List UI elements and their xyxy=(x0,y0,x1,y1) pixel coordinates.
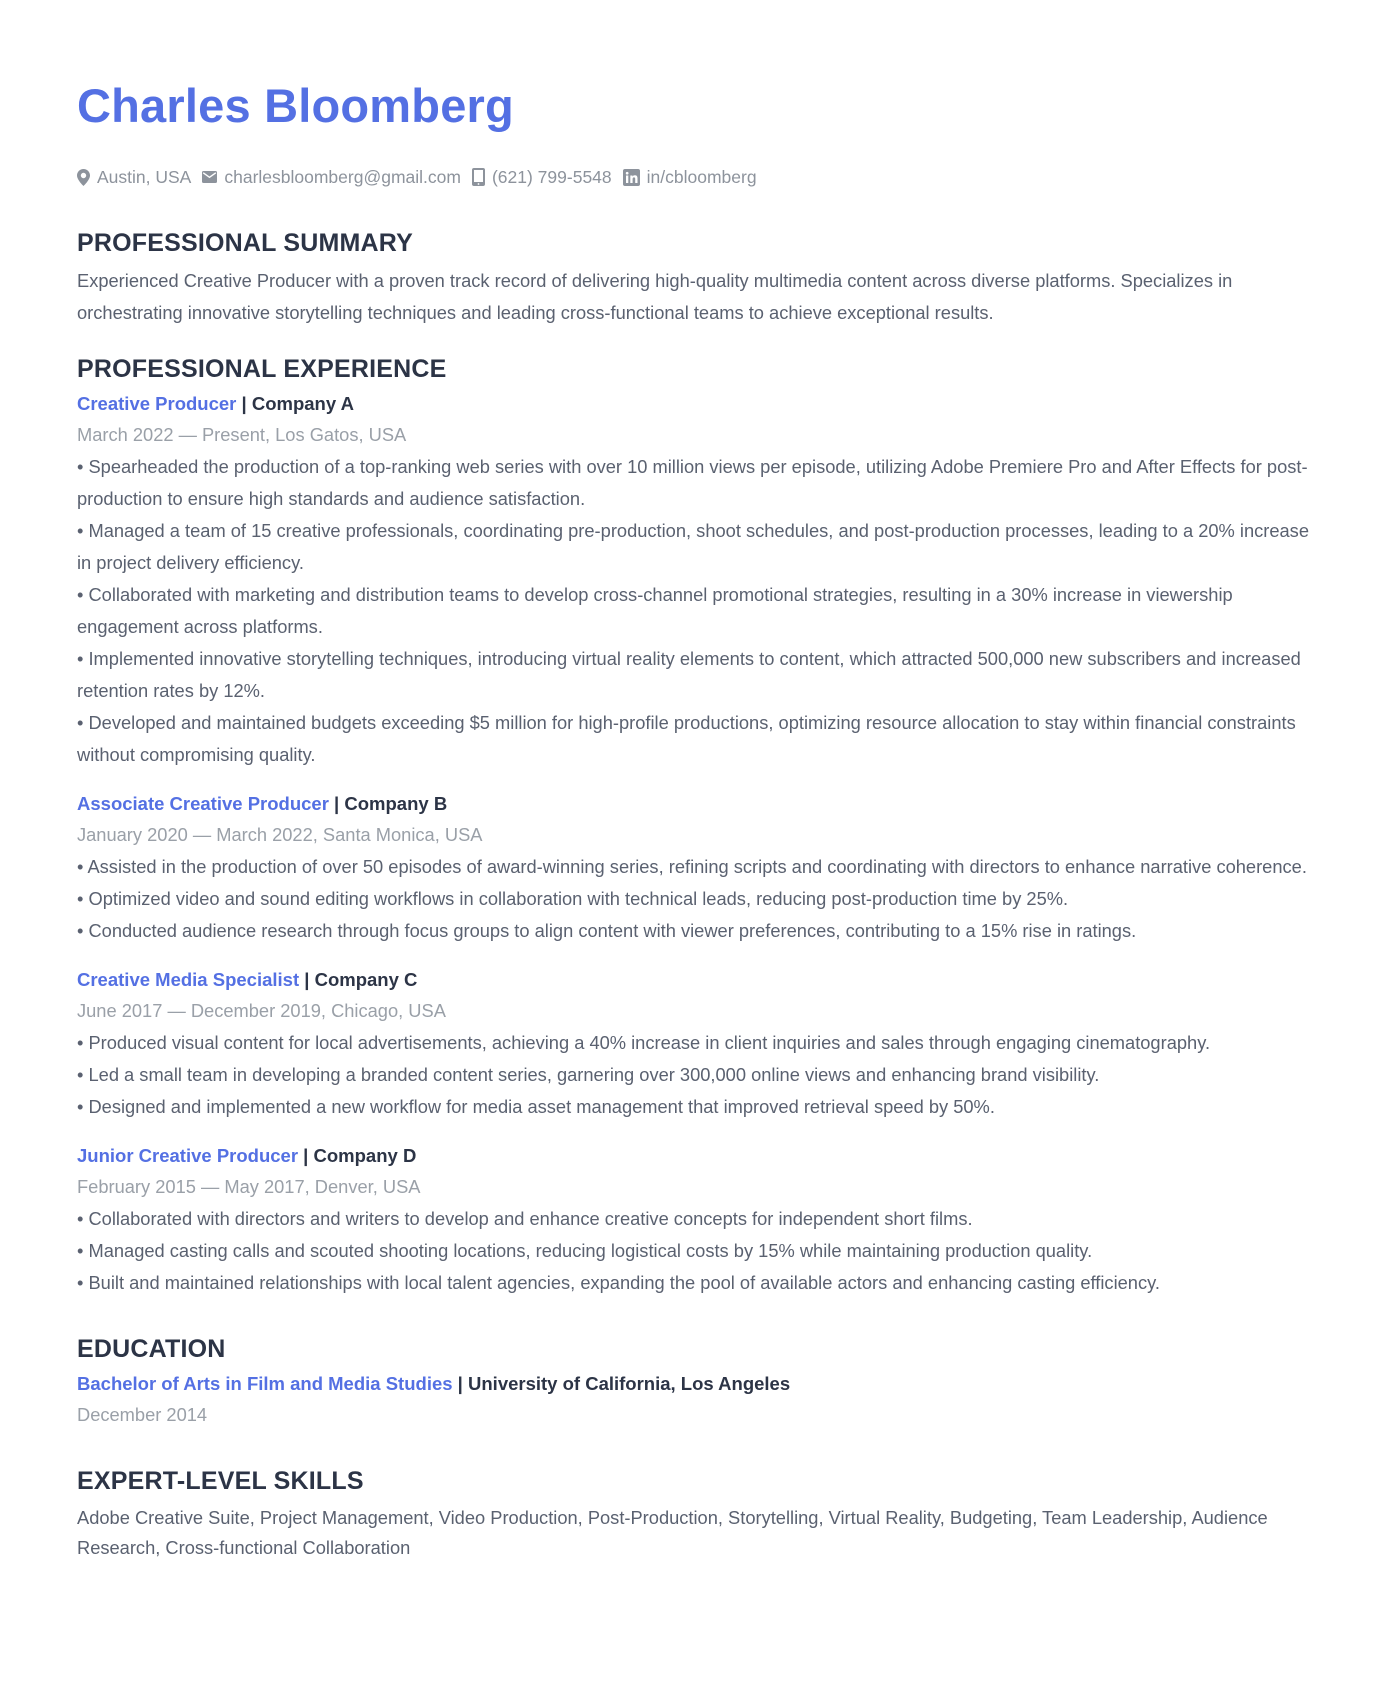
job-bullets xyxy=(77,1203,1312,1299)
job-entry xyxy=(77,1141,1312,1299)
job-separator: | xyxy=(236,393,252,414)
job-dates-location: March 2022 — Present, Los Gatos, USA xyxy=(77,424,407,445)
education-heading-line xyxy=(77,1369,1312,1399)
phone-icon xyxy=(472,168,485,186)
linkedin-icon xyxy=(623,169,640,186)
job-company: Company A xyxy=(251,393,354,414)
education-date: December 2014 xyxy=(77,1404,208,1425)
job-bullet: • Designed and implemented a new workflow for media asset management that improved retrieval speed by 50%. xyxy=(77,1096,995,1117)
job-role: Creative Media Specialist xyxy=(77,969,300,990)
contact-location xyxy=(77,165,191,189)
job-bullet: • Implemented innovative storytelling techniques, introducing virtual reality elements to content, which attracted 500,000 new subscribers and increased retention rates by 12%. xyxy=(77,648,1301,701)
job-bullet: • Led a small team in developing a branded content series, garnering over 300,000 online views and enhancing brand visibility. xyxy=(77,1064,1100,1085)
linkedin-text[interactable]: in/cbloomberg xyxy=(646,167,757,187)
contact-email[interactable] xyxy=(202,165,461,189)
location-text: Austin, USA xyxy=(97,167,192,187)
job-bullets xyxy=(77,451,1312,771)
phone-text: (621) 799-5548 xyxy=(491,167,612,187)
job-dates-location: February 2015 — May 2017, Denver, USA xyxy=(77,1176,421,1197)
job-heading xyxy=(77,1141,1312,1171)
job-dates-location: January 2020 — March 2022, Santa Monica, USA xyxy=(77,824,483,845)
education-degree: Bachelor of Arts in Film and Media Studies xyxy=(77,1373,453,1394)
job-bullets xyxy=(77,851,1312,947)
job-heading xyxy=(77,965,1312,995)
job-company: Company B xyxy=(344,793,448,814)
location-pin-icon xyxy=(77,169,90,186)
job-dates-location: June 2017 — December 2019, Chicago, USA xyxy=(77,1000,446,1021)
skills-heading: EXPERT-LEVEL SKILLS xyxy=(77,1467,364,1495)
education-school: University of California, Los Angeles xyxy=(468,1373,791,1394)
job-bullet: • Assisted in the production of over 50 episodes of award-winning series, refining scripts and coordinating with directors to enhance narrative coherence. xyxy=(77,856,1307,877)
job-bullet: • Spearheaded the production of a top-ranking web series with over 10 million views per episode, utilizing Adobe Premiere Pro and After Effects for post-production to ensure high standards and audience satisfaction. xyxy=(77,456,1308,509)
email-text[interactable]: charlesbloomberg@gmail.com xyxy=(224,167,461,187)
contact-phone xyxy=(472,165,612,189)
education-separator: | xyxy=(452,1373,469,1394)
job-bullet: • Produced visual content for local advertisements, achieving a 40% increase in client inquiries and sales through engaging cinematography. xyxy=(77,1032,1211,1053)
job-bullet: • Built and maintained relationships with local talent agencies, expanding the pool of available actors and enhancing casting efficiency. xyxy=(77,1272,1160,1293)
job-bullet: • Managed casting calls and scouted shooting locations, reducing logistical costs by 15% while maintaining production quality. xyxy=(77,1240,1093,1261)
job-company: Company C xyxy=(314,969,418,990)
job-company: Company D xyxy=(313,1145,417,1166)
education-entry xyxy=(77,1369,1312,1431)
job-entry xyxy=(77,789,1312,947)
job-separator: | xyxy=(328,793,345,814)
resume-page xyxy=(77,76,1312,1563)
job-separator: | xyxy=(298,1145,314,1166)
education-heading: EDUCATION xyxy=(77,1335,226,1363)
job-entry xyxy=(77,389,1312,771)
summary-text: Experienced Creative Producer with a proven track record of delivering high-quality multimedia content across diverse platforms. Specializes in orchestrating innovative storytelling techniques and leading cross-functional teams to achieve exceptional results. xyxy=(77,270,1233,323)
summary-heading: PROFESSIONAL SUMMARY xyxy=(77,229,413,257)
job-bullet: • Collaborated with marketing and distribution teams to develop cross-channel promotional strategies, resulting in a 30% increase in viewership engagement across platforms. xyxy=(77,584,1233,637)
job-role: Associate Creative Producer xyxy=(77,793,329,814)
job-heading xyxy=(77,389,1312,419)
experience-heading: PROFESSIONAL EXPERIENCE xyxy=(77,355,447,383)
job-entry xyxy=(77,965,1312,1123)
contact-linkedin[interactable] xyxy=(623,165,757,189)
job-role: Junior Creative Producer xyxy=(77,1145,299,1166)
candidate-name: Charles Bloomberg xyxy=(77,79,514,132)
job-bullet: • Conducted audience research through focus groups to align content with viewer preferences, contributing to a 15% rise in ratings. xyxy=(77,920,1137,941)
contact-bar xyxy=(77,165,1312,189)
job-bullet: • Collaborated with directors and writers to develop and enhance creative concepts for independent short films. xyxy=(77,1208,973,1229)
job-bullet: • Optimized video and sound editing workflows in collaboration with technical leads, reducing post-production time by 25%. xyxy=(77,888,1069,909)
job-separator: | xyxy=(299,969,315,990)
mail-icon xyxy=(202,171,217,183)
job-role: Creative Producer xyxy=(77,393,237,414)
skills-text: Adobe Creative Suite, Project Management, Video Production, Post-Production, Storytelling, Virtual Reality, Budgeting, Team Leadership, Audience Research, Cross-functional Collaboration xyxy=(77,1507,1268,1558)
job-bullet: • Managed a team of 15 creative professionals, coordinating pre-production, shoot schedules, and post-production processes, leading to a 20% increase in project delivery efficiency. xyxy=(77,520,1309,573)
job-heading xyxy=(77,789,1312,819)
job-bullet: • Developed and maintained budgets exceeding $5 million for high-profile productions, optimizing resource allocation to stay within financial constraints without compromising quality. xyxy=(77,712,1296,765)
job-bullets xyxy=(77,1027,1312,1123)
